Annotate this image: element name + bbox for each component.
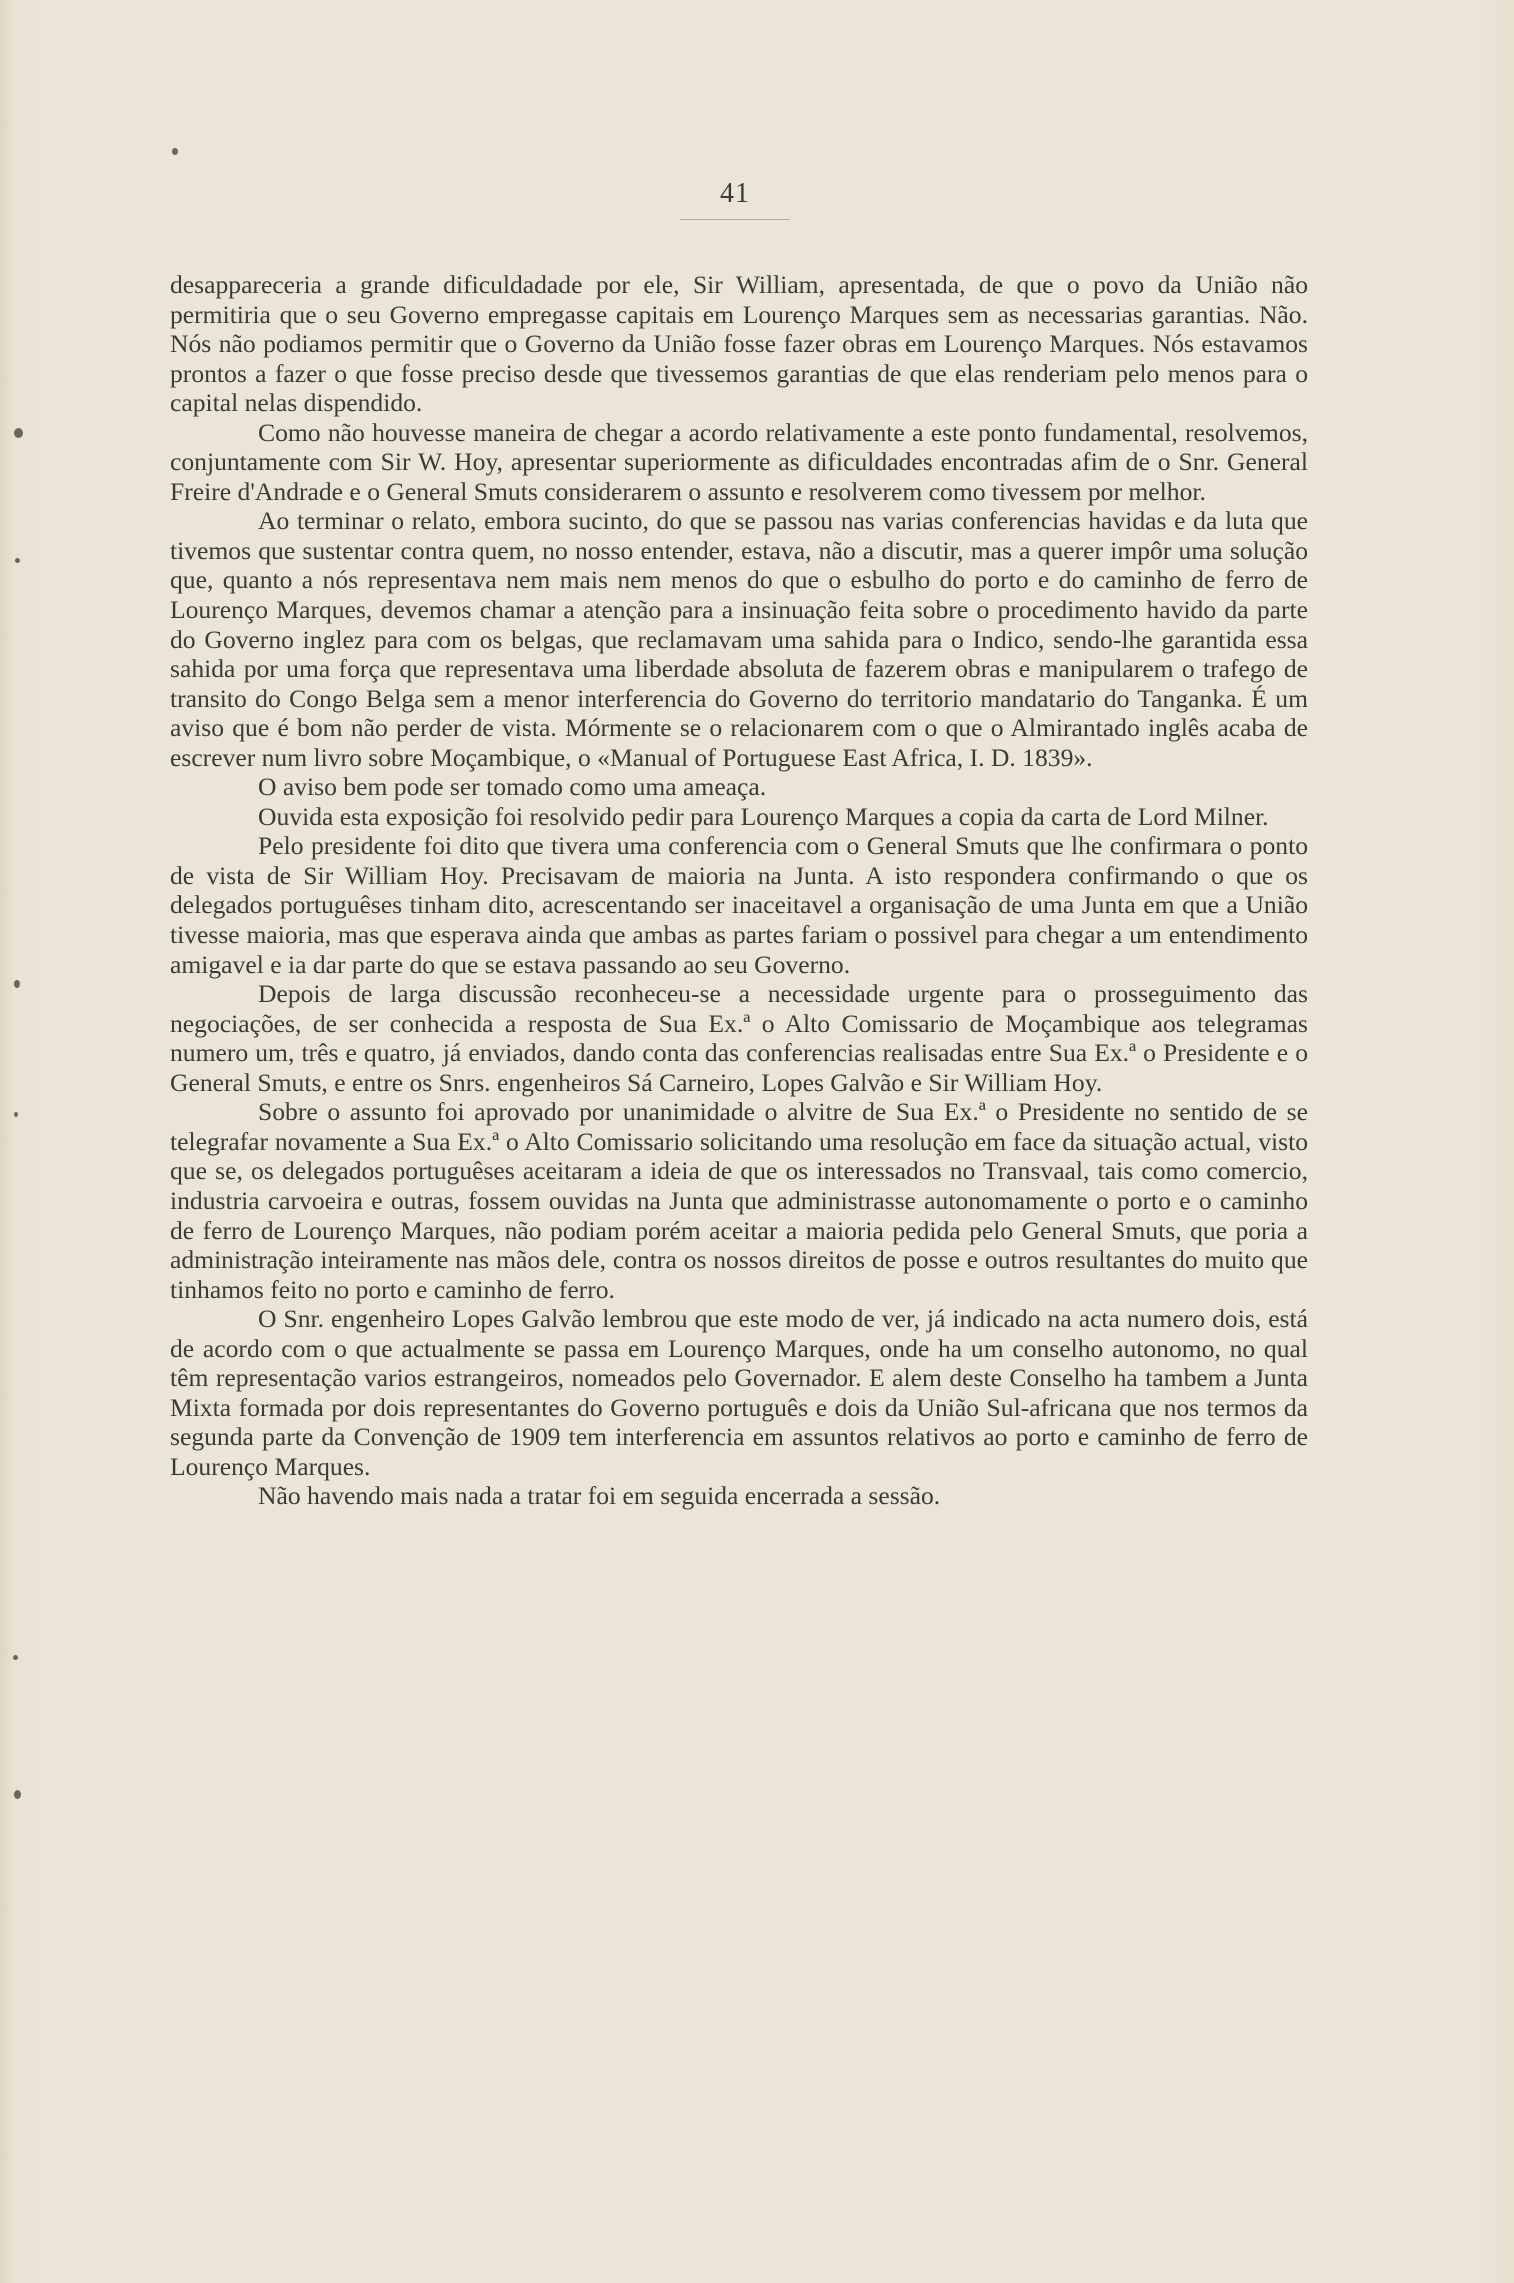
paragraph-5: Ouvida esta exposição foi resolvido pedir para Lourenço Marques a copia da carta de Lord Milner. [258,801,1269,831]
paragraph-4: O aviso bem pode ser tomado como uma ameaça. [258,772,767,802]
paragraph-2: Como não houvesse maneira de chegar a acordo relativamente a este ponto fundamental, resolvemos, conjuntamente com Sir W. Hoy, apresentar superiormente as dificuldades encontradas afim de o Snr. General Freire d'Andrade e o General Smuts considerarem o assunto e resolverem como tivessem por melhor. [170,417,1308,506]
paragraph-10: Não havendo mais nada a tratar foi em seguida encerrada a sessão. [258,1481,941,1511]
paragraph-1: desappareceria a grande dificuldadade por ele, Sir William, apresentada, de que o povo da União não permitiria que o seu Governo empregasse capitais em Lourenço Marques sem as necessarias garantias. Não. Nós não podiamos permitir que o Governo da União fosse fazer obras em Lourenço Marques. Nós estavamos prontos a fazer o que fosse preciso desde que tivessemos garantias de que elas renderiam pelo menos para o capital nelas dispendido. [170,270,1308,418]
page-number-rule [680,219,790,220]
paragraph-3: Ao terminar o relato, embora sucinto, do que se passou nas varias conferencias havidas e da luta que tivemos que sustentar contra quem, no nosso entender, estava, não a discutir, mas a querer impôr uma solução que, quanto a nós representava nem mais nem menos do que o esbulho do porto e do caminho de ferro de Lourenço Marques, devemos chamar a atenção para a insinuação feita sobre o procedimento havido da parte do Governo inglez para com os belgas, que reclamavam uma sahida para o Indico, sendo-lhe garantida essa sahida por uma força que representava uma liberdade absoluta de fazerem obras e manipularem o trafego de transito do Congo Belga sem a menor interferencia do Governo do territorio mandatario do Tanganka. É um aviso que é bom não perder de vista. Mórmente se o relacionarem com o que o Almirantado inglês acaba de escrever num livro sobre Moçambique, o «Manual of Portuguese East Africa, I. D. 1839». [170,506,1308,772]
paragraph-7: Depois de larga discussão reconheceu-se a necessidade urgente para o prosseguimento das negociações, de ser conhecida a resposta de Sua Ex.ª o Alto Comissario de Moçambique aos telegramas numero um, três e quatro, já enviados, dando conta das conferencias realisadas entre Sua Ex.ª o Presidente e o General Smuts, e entre os Snrs. engenheiros Sá Carneiro, Lopes Galvão e Sir William Hoy. [170,979,1308,1097]
paragraph-8: Sobre o assunto foi aprovado por unanimidade o alvitre de Sua Ex.ª o Presidente no sentido de se telegrafar novamente a Sua Ex.ª o Alto Comissario solicitando uma resolução em face da situação actual, visto que se, os delegados portuguêses aceitaram a ideia de que os interessados no Transvaal, tais como comercio, industria carvoeira e outras, fossem ouvidas na Junta que administrasse autonomamente o porto e o caminho de ferro de Lourenço Marques, não podiam porém aceitar a maioria pedida pelo General Smuts, que poria a administração inteiramente nas mãos dele, contra os nossos direitos de posse e outros resultantes do muito que tinhamos feito no porto e caminho de ferro. [170,1097,1308,1304]
paragraph-9: O Snr. engenheiro Lopes Galvão lembrou que este modo de ver, já indicado na acta numero dois, está de acordo com o que actualmente se passa em Lourenço Marques, onde ha um conselho autonomo, no qual têm representação varios estrangeiros, nomeados pelo Governador. E alem deste Conselho ha tambem a Junta Mixta formada por dois representantes do Governo português e dois da União Sul-africana que nos termos da segunda parte da Convenção de 1909 tem interferencia em assuntos relativos ao porto e caminho de ferro de Lourenço Marques. [170,1304,1308,1481]
document-body [170,270,1308,1511]
page-number: 41 [720,178,750,209]
paragraph-6: Pelo presidente foi dito que tivera uma conferencia com o General Smuts que lhe confirmara o ponto de vista de Sir William Hoy. Precisavam de maioria na Junta. A isto respondera confirmando o que os delegados portuguêses tinham dito, acrescentando ser inaceitavel a organisação de uma Junta em que a União tivesse maioria, mas que esperava ainda que ambas as partes fariam o possivel para chegar a um entendimento amigavel e ia dar parte do que se estava passando ao seu Governo. [170,831,1308,979]
